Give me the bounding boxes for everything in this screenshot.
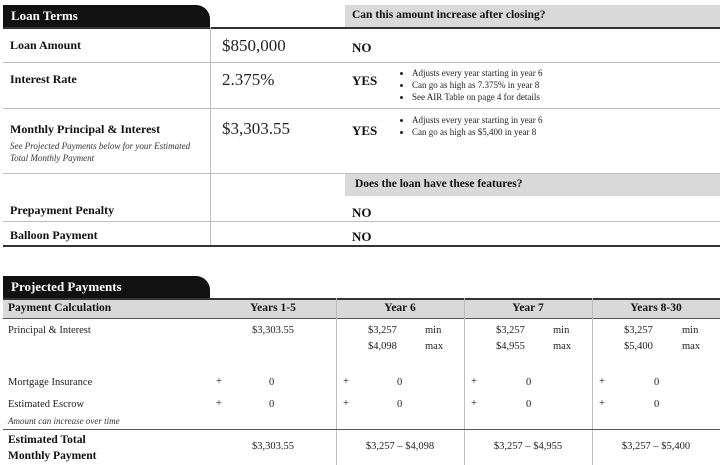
escrow-value: 0 xyxy=(526,399,532,410)
loan-amount-label: Loan Amount xyxy=(10,38,82,52)
estimated-total-label-2: Monthly Payment xyxy=(8,450,97,462)
escrow-value: 0 xyxy=(397,399,403,410)
escrow-value: 0 xyxy=(654,399,660,410)
escrow-label: Estimated Escrow xyxy=(8,399,85,410)
total-value: $3,257 – $4,955 xyxy=(493,441,563,452)
divider xyxy=(3,221,720,222)
estimated-total-label: Estimated Total xyxy=(8,434,86,446)
detail-item: • Can go as high as 7.375% in year 8 xyxy=(412,79,542,91)
detail-item: • Adjusts every year starting in year 6 xyxy=(412,67,542,79)
column-header: Year 7 xyxy=(512,302,544,314)
prepayment-penalty-label: Prepayment Penalty xyxy=(10,203,115,217)
divider xyxy=(336,298,337,465)
loan-terms-header xyxy=(3,5,210,27)
interest-rate-value: 2.375% xyxy=(222,70,275,89)
interest-rate-answer: YES xyxy=(352,73,378,88)
monthly-pi-note: See Projected Payments below for your Estimated Total Monthly Payment xyxy=(10,141,191,163)
pi-max-word: max xyxy=(425,341,444,352)
total-value: $3,257 – $5,400 xyxy=(621,441,691,452)
plus-sign: + xyxy=(599,376,605,387)
monthly-pi-label: Monthly Principal & Interest xyxy=(10,122,161,136)
divider xyxy=(3,318,720,319)
loan-terms-title: Loan Terms xyxy=(11,8,78,23)
pi-max-value: $4,098 xyxy=(368,341,397,352)
prepayment-penalty-answer: NO xyxy=(352,205,372,220)
plus-sign: + xyxy=(343,376,349,387)
divider xyxy=(592,298,593,465)
divider xyxy=(3,245,720,247)
pi-min-value: $3,257 xyxy=(368,325,397,336)
column-header: Years 1-5 xyxy=(250,302,296,314)
pi-max-value: $5,400 xyxy=(624,341,653,352)
mortgage-insurance-label: Mortgage Insurance xyxy=(8,377,93,388)
loan-amount-value: $850,000 xyxy=(222,36,286,55)
divider xyxy=(3,27,720,29)
divider xyxy=(3,108,720,109)
balloon-payment-label: Balloon Payment xyxy=(10,228,98,242)
detail-item: • Can go as high as $5,400 in year 8 xyxy=(412,126,542,138)
pi-min-word: min xyxy=(553,325,570,336)
question-text: Can this amount increase after closing? xyxy=(352,9,546,21)
divider xyxy=(3,62,720,63)
column-header: Year 6 xyxy=(384,302,416,314)
plus-sign: + xyxy=(471,398,477,409)
column-header: Years 8-30 xyxy=(630,302,682,314)
plus-sign: + xyxy=(216,376,222,387)
pi-min-word: min xyxy=(682,325,699,336)
pi-max-word: max xyxy=(553,341,572,352)
pi-value: $3,303.55 xyxy=(252,325,294,336)
interest-rate-details xyxy=(398,67,542,103)
pi-max-value: $4,955 xyxy=(496,341,525,352)
escrow-note: Amount can increase over time xyxy=(8,416,120,426)
plus-sign: + xyxy=(216,398,222,409)
plus-sign: + xyxy=(343,398,349,409)
features-question: Does the loan have these features? xyxy=(355,178,523,190)
detail-item: • See AIR Table on page 4 for details xyxy=(412,91,542,103)
divider xyxy=(210,27,211,245)
total-value: $3,303.55 xyxy=(252,441,294,452)
plus-sign: + xyxy=(471,376,477,387)
projected-payments-title: Projected Payments xyxy=(11,279,122,294)
escrow-value: 0 xyxy=(269,399,275,410)
pi-min-value: $3,257 xyxy=(624,325,653,336)
divider xyxy=(464,298,465,465)
monthly-pi-value: $3,303.55 xyxy=(222,119,290,138)
divider xyxy=(3,429,720,430)
divider xyxy=(3,298,720,300)
payment-calc-label: Payment Calculation xyxy=(8,302,112,314)
balloon-payment-answer: NO xyxy=(352,229,372,244)
mi-value: 0 xyxy=(654,377,660,388)
projected-payments-header xyxy=(3,276,210,298)
total-value: $3,257 – $4,098 xyxy=(365,441,435,452)
pi-label: Principal & Interest xyxy=(8,325,91,336)
pi-min-value: $3,257 xyxy=(496,325,525,336)
mi-value: 0 xyxy=(397,377,403,388)
mi-value: 0 xyxy=(526,377,532,388)
pi-min-word: min xyxy=(425,325,442,336)
interest-rate-label: Interest Rate xyxy=(10,72,77,86)
loan-amount-answer: NO xyxy=(352,40,372,55)
monthly-pi-answer: YES xyxy=(352,123,378,138)
monthly-pi-details xyxy=(398,114,542,138)
pi-max-word: max xyxy=(682,341,701,352)
detail-item: • Adjusts every year starting in year 6 xyxy=(412,114,542,126)
plus-sign: + xyxy=(599,398,605,409)
mi-value: 0 xyxy=(269,377,275,388)
